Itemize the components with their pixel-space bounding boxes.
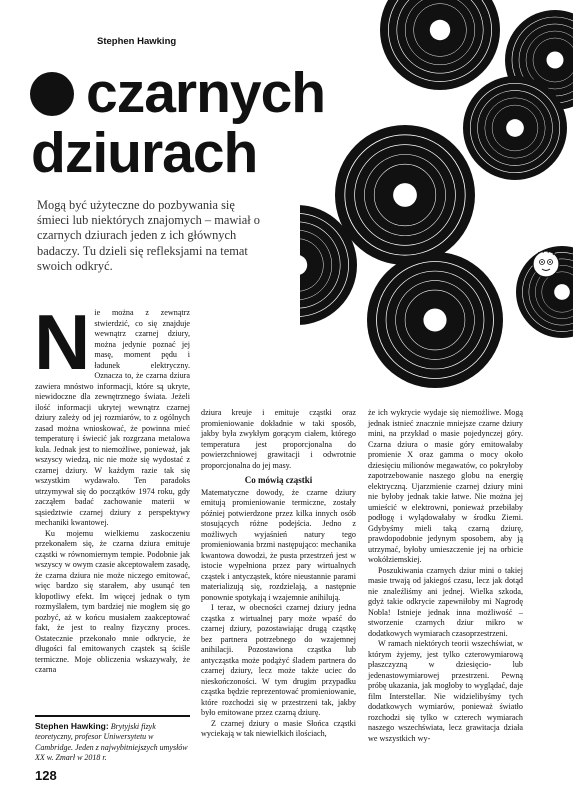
article-title-line1: czarnych	[86, 61, 326, 125]
lead-paragraph: Mogą być użyteczne do pozbywania się śmieci lub niektórych znajomych – mawiał o czarnych dziurach jeden z ich głównych badaczy. Tu dzieli się refleksjami na temat swoich odkryć.	[37, 198, 260, 273]
paragraph: Matematyczne dowody, że czarne dziury emitują promieniowanie termiczne, zostały później potwierdzone przez kilka innych osób stosujących różne podejścia. Jedno z możliwych wyjaśnień natury tego promieniowania brzmi następująco: mechanika kwantowa dowodzi, że pusta przestrzeń jest w istocie wypełniona przez pary wirtualnych cząstek i antycząstek, które nieustannie parami materializują się, rozdzielają, a następnie ponownie spotykają i wzajemnie anihilują.	[201, 487, 356, 602]
drop-cap: N	[34, 298, 91, 386]
vinyl-record-icon	[380, 0, 500, 90]
author-bio	[35, 715, 190, 763]
vinyl-record-icon	[367, 252, 503, 388]
section-heading: Co mówią cząstki	[244, 475, 313, 485]
article-title-line2: dziurach	[31, 121, 258, 185]
paragraph: dziura kreuje i emituje cząstki oraz promieniowanie dokładnie w taki sposób, jakby była zwykłym gorącym ciałem, którego temperatura jest proporcjonalna do powierzchniowej grawitacji i odwrotnie proporcjonalna do jej masy.	[201, 408, 356, 470]
body-column-1	[34, 298, 190, 676]
vinyl-record-icon	[463, 76, 567, 180]
paragraph: ie można z zewnątrz stwierdzić, co się znajduje wewnątrz czarnej dziury, można jedynie poznać jej masę, moment pędu i ładunek elektryczny. Oznacza to, że czarna dziura zawiera mnóstwo informacji, które są ukryte, niewidoczne dla zewnętrznego świata. Jeżeli ilość informacji ukrytej wewnątrz czarnej dziury zależy od jej rozmiarów, to z ogólnych zasad można wnioskować, że powinna mieć temperaturę i świecić jak rozgrzana metalowa kula. Jednak jest to niemożliwe, ponieważ, jak wszyscy wiedzą, nic nie może się wydostać z czarnej dziury. W każdym razie tak się wszystkim wydawało. Ten paradoks utrzymywał się do początków 1974 roku, gdy zacząłem badać zachowanie materii w sąsiedztwie czarnej dziury z perspektywy mechaniki kwantowej.	[35, 308, 190, 527]
body-column-3	[368, 408, 523, 744]
vinyl-record-icon	[335, 125, 475, 265]
paragraph: Z czarnej dziury o masie Słońca cząstki wyciekają w tak niewielkich ilościach,	[201, 718, 356, 738]
black-holes-illustration	[300, 0, 573, 390]
paragraph: że ich wykrycie wydaje się niemożliwe. Mogą jednak istnieć znacznie mniejsze czarne dziury mini, na przykład o masie pojedynczej góry. Czarna dziura o masie góry emitowałaby promienie X oraz gamma o mocy około dziesięciu milionów megawatów, co pokryłoby zapotrzebowanie naszego globu na energię elektryczną. Ujarzmienie czarnej dziury mini nie byłoby jednak takie łatwe. Nie można jej umieścić w elektrowni, ponieważ przebiłaby podłogę i wylądowałaby w środku Ziemi. Gdybyśmy mieli taką czarną dziurę, prawdopodobnie jedynym sposobem, aby ją utrzymać, byłoby umieszczenie jej na orbicie wokółziemskiej.	[368, 408, 523, 564]
page-number: 128	[35, 768, 57, 783]
paragraph: Poszukiwania czarnych dziur mini o takiej masie trwają od jakiegoś czasu, lecz jak dotąd nie znaleźliśmy ani jednej. Wielka szkoda, gdyż takie odkrycie zapewniłoby mi Nagrodę Nobla! Istnieje jednak inna możliwość – stworzenie czarnych dziur mikro w dodatkowych wymiarach czasoprzestrzeni.	[368, 565, 523, 638]
author-name: Stephen Hawking	[97, 36, 177, 47]
paragraph: W ramach niektórych teorii wszechświat, w którym żyjemy, jest tylko czterowymiarową płaszczyzną w dziesięcio- lub jedenastowymiarowej przestrzeni. Pewną próbę ukazania, jak mogłoby to wyglądać, daje film Interstellar. Nie widzielibyśmy tych dodatkowych wymiarów, ponieważ światło rozchodzi się tylko w czterech wymiarach naszego wszechświata, lecz grawitacja działa we wszystkich wy-	[368, 639, 523, 743]
peeking-face-icon	[533, 250, 559, 277]
paragraph: Ku mojemu wielkiemu zaskoczeniu przekonałem się, że czarna dziura emituje cząstki w równomiernym tempie. Podobnie jak wszyscy w owym czasie akceptowałem zasadę, że czarna dziura nie może niczego emitować, więc bardzo się starałem, aby usunąć ten kłopotliwy efekt. Im więcej jednak o tym rozmyślałem, tym bardziej nie mogłem się go pozbyć, aż w końcu musiałem zaakceptować fakt, że jest to realny fizyczny proces. Ostatecznie przekonało mnie odkrycie, że długości fal emitowanych cząstek są ściśle termiczne. Moje obliczenia wskazywały, że czarna	[35, 528, 190, 674]
body-column-2	[201, 408, 356, 740]
bio-name: Stephen Hawking:	[35, 721, 109, 731]
paragraph: I teraz, w obecności czarnej dziury jedna cząstka z wirtualnej pary może wpaść do czarnej dziury, pozostawiając drugą cząstkę bez partnera potrzebnego do wzajemnej anihilacji. Pozostawiona cząstka lub antycząstka może podążyć śladem partnera do czarnej dziury, lecz może także uciec do nieskończoności. W tym drugim przypadku cząstka będzie reprezentować promieniowanie, które rozchodzi się w przestrzeni tak, jakby było emitowane przez czarną dziurę.	[201, 603, 356, 717]
bio-text: Brytyjski fizyk teoretyczny, profesor Uniwersytetu w Cambridge. Jeden z najwybitniejszych umysłów XX w. Zmarł w 2018 r.	[35, 722, 188, 762]
title-dot-icon	[30, 72, 74, 116]
